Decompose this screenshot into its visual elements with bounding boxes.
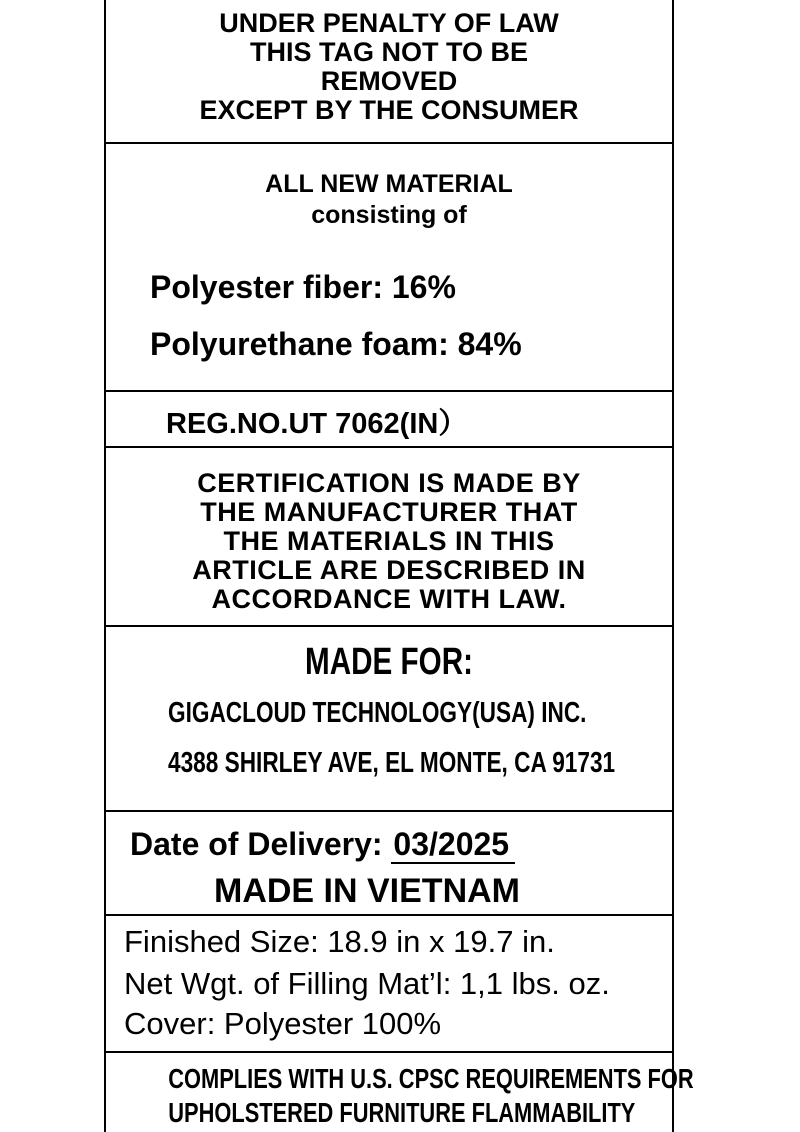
material-heading: ALL NEW MATERIAL (265, 170, 513, 198)
company-address (168, 747, 741, 780)
law-label-tag (104, 0, 694, 1132)
filling-weight: Net Wgt. of Filling Mat’l: 1,1 lbs. oz. (124, 966, 610, 1001)
delivery-label: Date of Delivery: (130, 826, 383, 862)
certification-line-1: CERTIFICATION IS MADE BY (197, 468, 581, 498)
penalty-line-2: THIS TAG NOT TO BE (249, 37, 528, 67)
certification-line-4: ARTICLE ARE DESCRIBED IN (192, 555, 586, 585)
company-address-text: 4388 SHIRLEY AVE, EL MONTE, CA 91731 (168, 747, 616, 779)
certification-line-2: THE MANUFACTURER THAT (200, 497, 578, 527)
compliance-section (106, 1053, 694, 1132)
finished-size: Finished Size: 18.9 in x 19.7 in. (124, 924, 555, 959)
material-subheading: consisting of (311, 201, 467, 229)
delivery-date: 03/2025 (391, 826, 515, 864)
registration-section (106, 392, 672, 448)
delivery-section (106, 812, 672, 916)
certification-line-3: THE MATERIALS IN THIS (223, 526, 555, 556)
made-for-heading-text: MADE FOR: (305, 641, 473, 683)
material-section (106, 144, 672, 392)
made-for-heading (106, 641, 672, 684)
penalty-section (106, 0, 672, 144)
compliance-line-2 (106, 1097, 672, 1129)
compliance-line-1-text: COMPLIES WITH U.S. CPSC REQUIREMENTS FOR (168, 1063, 694, 1094)
company-name-text: GIGACLOUD TECHNOLOGY(USA) INC. (168, 697, 587, 729)
penalty-line-4: EXCEPT BY THE CONSUMER (199, 95, 579, 125)
origin-country: MADE IN VIETNAM (214, 872, 520, 910)
material-item: Polyurethane foam: 84% (150, 326, 522, 362)
compliance-line-1 (106, 1063, 694, 1095)
material-item: Polyester fiber: 16% (150, 269, 456, 305)
registration-number: REG.NO.UT 7062(IN） (166, 408, 468, 440)
made-for-section (106, 627, 672, 812)
cover-material: Cover: Polyester 100% (124, 1006, 442, 1041)
delivery-row (130, 826, 515, 863)
certification-section (106, 448, 672, 627)
penalty-line-3: REMOVED (320, 66, 458, 96)
company-name (168, 697, 705, 730)
certification-line-5: ACCORDANCE WITH LAW. (211, 584, 567, 614)
compliance-line-2-text: UPHOLSTERED FURNITURE FLAMMABILITY (168, 1097, 636, 1128)
specs-section (106, 916, 672, 1053)
penalty-line-1: UNDER PENALTY OF LAW (219, 8, 559, 38)
